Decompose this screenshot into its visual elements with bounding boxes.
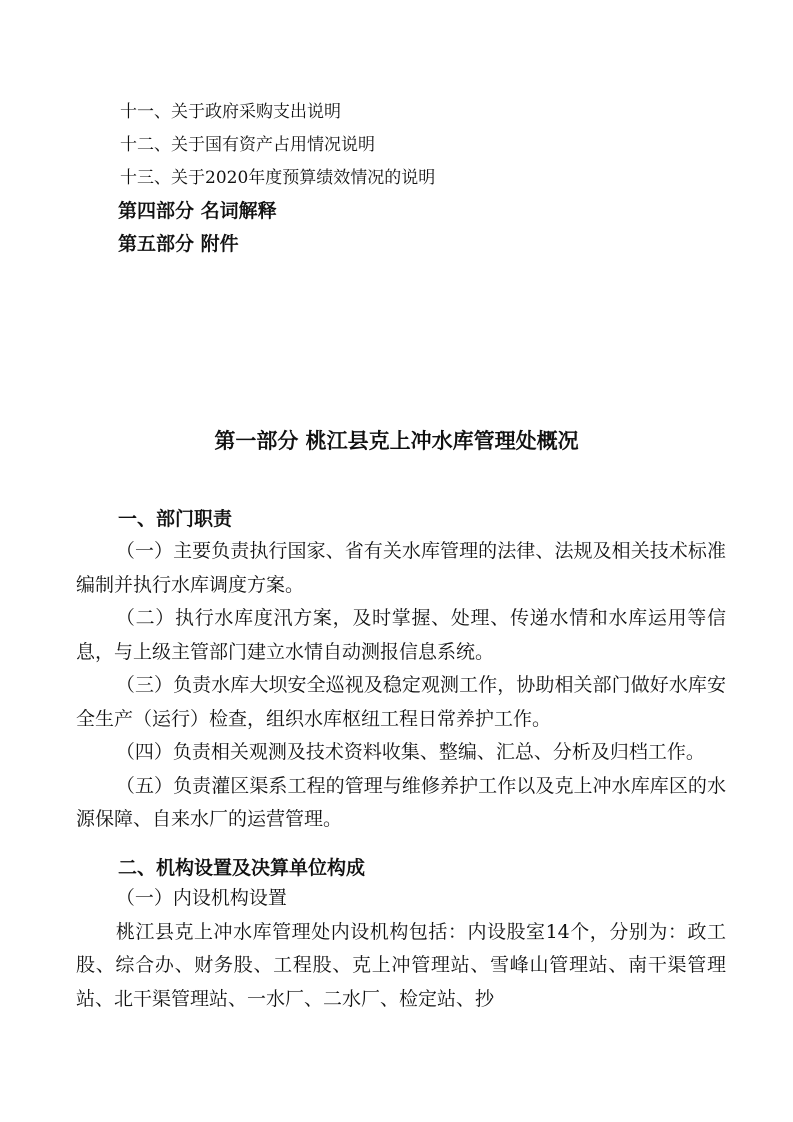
section-heading-duties: 一、部门职责 — [118, 508, 233, 530]
duty-paragraph-4: （四）负责相关观测及技术资料收集、整编、汇总、分析及归档工作。 — [115, 741, 705, 763]
duty-paragraph-5: （五）负责灌区渠系工程的管理与维修养护工作以及克上冲水库库区的水源保障、自来水厂的运营管理。 — [76, 774, 726, 830]
toc-item-11: 十一、关于政府采购支出说明 — [120, 102, 341, 122]
toc-part-5: 第五部分 附件 — [118, 233, 239, 255]
duty-paragraph-3: （三）负责水库大坝安全巡视及稳定观测工作，协助相关部门做好水库安全生产（运行）检查，组织水库枢纽工程日常养护工作。 — [76, 674, 726, 730]
toc-part-4: 第四部分 名词解释 — [118, 200, 277, 222]
organization-paragraph: 桃江县克上冲水库管理处内设机构包括：内设股室14个，分别为：政工股、综合办、财务股、工程股、克上冲管理站、雪峰山管理站、南干渠管理站、北干渠管理站、一水厂、二水厂、检定站、抄 — [76, 920, 726, 1010]
duties-body — [76, 535, 726, 837]
subsection-internal-setup: （一）内设机构设置 — [115, 887, 287, 909]
toc-item-12: 十二、关于国有资产占用情况说明 — [120, 135, 375, 155]
part-title: 第一部分 桃江县克上冲水库管理处概况 — [214, 428, 579, 453]
toc-item-13: 十三、关于2020年度预算绩效情况的说明 — [120, 168, 436, 188]
duty-paragraph-1: （一）主要负责执行国家、省有关水库管理的法律、法规及相关技术标准编制并执行水库调度方案。 — [76, 540, 726, 596]
section-heading-organization: 二、机构设置及决算单位构成 — [118, 857, 366, 879]
duty-paragraph-2: （二）执行水库度汛方案，及时掌握、处理、传递水情和水库运用等信息，与上级主管部门建立水情自动测报信息系统。 — [76, 607, 726, 663]
organization-body — [76, 882, 726, 1016]
